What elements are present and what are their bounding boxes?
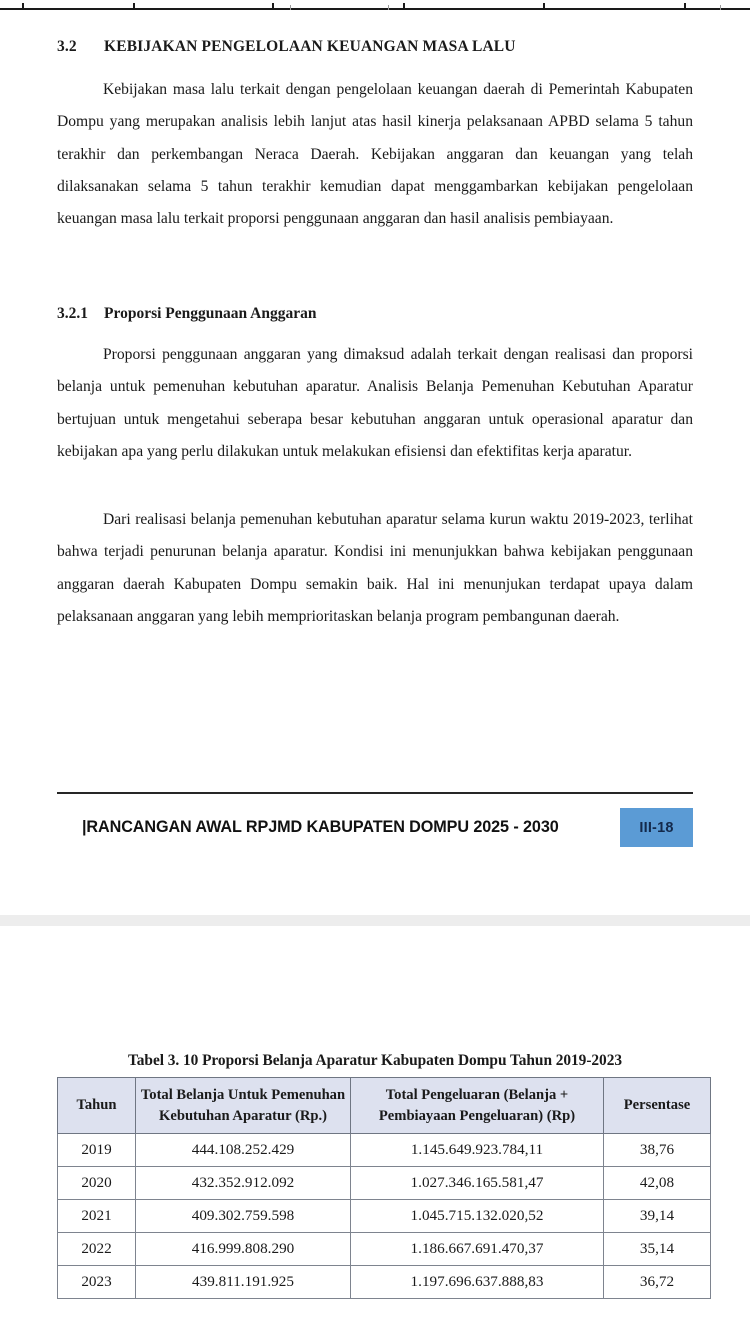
cell-tahun: 2021 [58,1200,136,1233]
cell-belanja: 432.352.912.092 [136,1167,351,1200]
table-body [58,1134,711,1299]
cell-persentase: 38,76 [604,1134,711,1167]
document-page-1 [0,12,750,915]
cell-tahun: 2023 [58,1266,136,1299]
table-row [58,1266,711,1299]
section-title: KEBIJAKAN PENGELOLAAN KEUANGAN MASA LALU [104,38,516,55]
cell-pengeluaran: 1.186.667.691.470,37 [351,1233,604,1266]
ruler-tab-stop[interactable] [403,3,405,10]
table-row [58,1200,711,1233]
cell-belanja: 444.108.252.429 [136,1134,351,1167]
cell-persentase: 42,08 [604,1167,711,1200]
paragraph-proporsi-penggunaan: Proporsi penggunaan anggaran yang dimaksud adalah terkait dengan realisasi dan proporsi belanja untuk pemenuhan kebutuhan aparatur. Analisis Belanja Pemenuhan Kebutuhan Aparatur bertujuan untuk mengetahui seberapa besar kebutuhan anggaran untuk operasional aparatur dan kebijakan apa yang perlu dilakukan untuk melakukan efisiensi dan efektifitas kerja aparatur. [57,346,693,460]
cell-persentase: 36,72 [604,1266,711,1299]
cell-belanja: 416.999.808.290 [136,1233,351,1266]
page-footer [57,792,693,847]
cell-belanja: 409.302.759.598 [136,1200,351,1233]
table-row [58,1233,711,1266]
table-row [58,1167,711,1200]
subsection-heading-3-2-1 [57,305,693,323]
section-heading-3-2 [57,38,693,56]
table-caption: Tabel 3. 10 Proporsi Belanja Aparatur Kabupaten Dompu Tahun 2019-2023 [127,1052,622,1069]
column-header-belanja: Total Belanja Untuk Pemenuhan Kebutuhan Aparatur (Rp.) [136,1078,351,1134]
footer-page-number: III-18 [620,808,693,847]
subsection-number: 3.2.1 [57,305,88,322]
column-header-tahun: Tahun [58,1078,136,1134]
paragraph-kebijakan-masa-lalu: Kebijakan masa lalu terkait dengan pengelolaan keuangan daerah di Pemerintah Kabupaten Dompu yang merupakan analisis lebih lanjut atas hasil kinerja pelaksanaan APBD selama 5 tahun terakhir dan perkembangan Neraca Daerah. Kebijakan anggaran dan keuangan yang telah dilaksanakan selama 5 tahun terakhir kemudian dapat menggambarkan kebijakan pengelolaan keuangan masa lalu terkait proporsi penggunaan anggaran dan hasil analisis pembiayaan. [57,81,693,228]
section-number: 3.2 [57,38,77,55]
cell-persentase: 39,14 [604,1200,711,1233]
ruler-tick-minor [290,5,291,10]
cell-persentase: 35,14 [604,1233,711,1266]
ruler-tab-stop[interactable] [684,3,686,10]
cell-belanja: 439.811.191.925 [136,1266,351,1299]
cell-tahun: 2022 [58,1233,136,1266]
table-header-row [58,1078,711,1134]
ruler-tick-minor [720,5,721,10]
cell-tahun: 2020 [58,1167,136,1200]
ruler-tab-stop[interactable] [272,3,274,10]
subsection-title: Proporsi Penggunaan Anggaran [104,305,317,322]
cell-pengeluaran: 1.197.696.637.888,83 [351,1266,604,1299]
footer-bar [57,808,693,847]
ruler-tick-minor [388,5,389,10]
footer-document-title: |RANCANGAN AWAL RPJMD KABUPATEN DOMPU 2025 - 2030 [82,818,559,836]
document-page-2 [0,926,750,1339]
table-row [58,1134,711,1167]
cell-pengeluaran: 1.027.346.165.581,47 [351,1167,604,1200]
column-header-persentase: Persentase [604,1078,711,1134]
ruler-tab-stop[interactable] [133,3,135,10]
ruler-baseline [0,8,750,10]
cell-tahun: 2019 [58,1134,136,1167]
ruler-tab-stop[interactable] [543,3,545,10]
paragraph-realisasi-belanja: Dari realisasi belanja pemenuhan kebutuhan aparatur selama kurun waktu 2019-2023, terlihat bahwa terjadi penurunan belanja aparatur. Kondisi ini menunjukkan bahwa kebijakan penggunaan anggaran daerah Kabupaten Dompu semakin baik. Hal ini menunjukan terdapat upaya dalam pelaksanaan anggaran yang lebih memprioritaskan belanja program pembangunan daerah. [57,511,693,625]
page-separator [0,915,750,926]
footer-divider [57,792,693,794]
cell-pengeluaran: 1.145.649.923.784,11 [351,1134,604,1167]
ruler-tab-stop[interactable] [22,3,24,10]
cell-pengeluaran: 1.045.715.132.020,52 [351,1200,604,1233]
column-header-pengeluaran: Total Pengeluaran (Belanja + Pembiayaan Pengeluaran) (Rp) [351,1078,604,1134]
proporsi-belanja-aparatur-table [57,1077,711,1299]
document-ruler[interactable] [0,0,750,12]
